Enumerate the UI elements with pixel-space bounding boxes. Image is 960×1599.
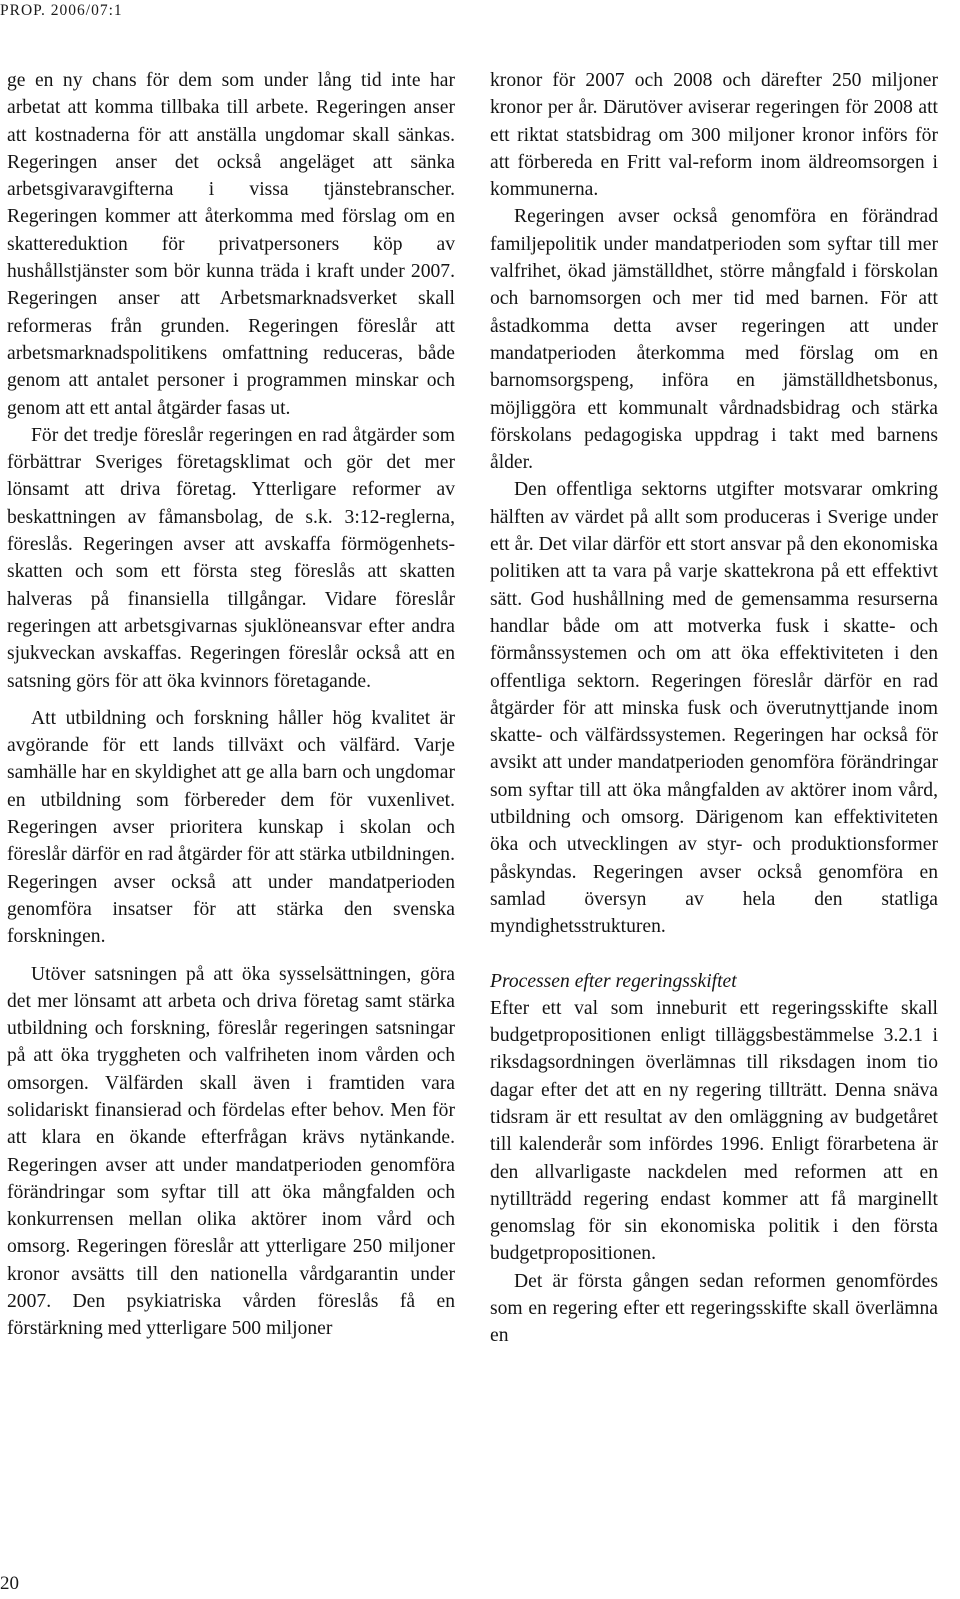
paragraph: Det är första gången sedan reformen genomfördes som en regering efter ett regeringsskifte skall överlämna en — [490, 1270, 938, 1347]
paragraph: Utöver satsningen på att öka sysselsättningen, göra det mer lönsamt att arbeta och driva företag samt stärka utbildning och forskning, föreslår regeringen satsningar på att öka tryggheten och valfriheten inom vården och omsorgen. Välfärden skall även i framtiden vara solidariskt finansierad och fördelas efter behov. Men för att klara en ökande efterfrågan krävs nytänkande. Regeringen avser att under mandatperioden genomföra förändringar som syftar till att öka mångfalden och konkurrensen mellan olika aktörer inom vård och omsorg. Regeringen föreslår att ytterligare 250 miljoner kronor avsätts till den nationella vårdgarantin under 2007. Den psykiatriska vården föreslås få en förstärkning med ytterligare 500 miljoner — [7, 963, 455, 1340]
page-number: 20 — [0, 1573, 19, 1594]
paragraph: Efter ett val som inneburit ett regeringsskifte skall budgetpropositionen enligt tilläggsbestämmelse 3.2.1 i riksdagsordningen överlämnas till riksdagen inom tio dagar efter det att en ny regering tillträtt. Denna snäva tidsram är ett resultat av den omläggning av budgetåret till kalenderår som infördes 1996. Enligt förarbetena är den allvarligaste nackdelen med reformen att en nytillträdd regering endast kommer att få marginellt genomslag för sin ekonomiska politik i den första budgetpropositionen. — [490, 997, 938, 1265]
paragraph: För det tredje föreslår regeringen en rad åtgärder som förbättrar Sveriges företagsklimat och gör det mer lönsamt att driva företag. Ytterligare reformer av beskattningen av fåmansbolag, de s.k. 3:12-reglerna, föreslås. Regeringen avser att avskaffa förmögenhetsskatten och som ett första steg föreslås att skatten halveras på finansiella tillgångar. Vidare föreslår regeringen att arbetsgivarnas sjuklöneansvar efter andra sjukveckan avskaffas. Regeringen föreslår också att en satsning görs för att öka kvinnors företagande. — [7, 424, 455, 692]
paragraph: ge en ny chans för dem som under lång tid inte har arbetat att komma tillbaka till arbete. Regeringen anser att kostnaderna för att anställa ungdomar skall sänkas. Regeringen anser det också angeläget att sänka arbetsgivaravgifterna i vissa tjänstebranscher. Regeringen kommer att återkomma med förslag om en skattereduktion för privatpersoners köp av hushållstjänster som bör kunna träda i kraft under 2007. Regeringen anser att Arbetsmarknadsverket skall reformeras från grunden. Regeringen föreslår att arbetsmarknadspolitikens omfattning reduceras, både genom att antalet personer i programmen minskar och genom att ett antal åtgärder fasas ut. — [7, 70, 455, 419]
section-heading: Processen efter regeringsskiftet — [490, 970, 737, 992]
paragraph: Regeringen avser också genomföra en förändrad familjepolitik under mandatperioden som syftar till mer valfrihet, ökad jämställdhet, större mångfald i förskolan och barnomsorgen och mer tid med barnen. För att åstadkomma detta avser regeringen att under mandatperioden återkomma med förslag om en barnomsorgspeng, införa en jämställdhetsbonus, möjliggöra ett kommunalt vårdnadsbidrag och stärka förskolans pedagogiska uppdrag i takt med barnens ålder. — [490, 206, 938, 474]
paragraph: Den offentliga sektorns utgifter motsvarar omkring hälften av värdet på allt som produceras i Sverige under ett år. Det vilar därför ett stort ansvar på den ekonomiska politiken att ta vara på varje skattekrona på ett effektivt sätt. God hushållning med de gemensamma resurserna handlar både om att motverka fusk i skatte- och förmånssystemen och om att öka effektiviteten i den offentliga sektorn. Regeringen föreslår därför en rad åtgärder för att minska fusk och överutnyttjande inom skatte- och välfärdssystemen. Regeringen har också för avsikt att under mandatperioden genomföra förändringar som syftar till att öka mångfalden av aktörer inom vård, utbildning och omsorg. Därigenom kan effektiviteten öka och utvecklingen av styr- och produktionsformer påskyndas. Regeringen avser också genomföra en samlad översyn av hela den statliga myndighetsstrukturen. — [490, 479, 938, 938]
left-column — [7, 67, 455, 1343]
paragraph: kronor för 2007 och 2008 och därefter 250 miljoner kronor per år. Därutöver aviserar regeringen för 2008 att ett riktat statsbidrag om 300 miljoner kronor införs för att förbereda en Fritt val-reform inom äldreomsorgen i kommunerna. — [490, 70, 938, 201]
running-header: PROP. 2006/07:1 — [0, 2, 123, 19]
right-column — [490, 67, 938, 1350]
paragraph: Att utbildning och forskning håller hög kvalitet är avgörande för ett lands tillväxt och välfärd. Varje samhälle har en skyldighet att ge alla barn och ungdomar en utbildning som förbereder dem för vuxenlivet. Regeringen avser prioritera kunskap i skolan och föreslår därför en rad åtgärder för att stärka utbildningen. Regeringen avser också att under mandatperioden genomföra insatser för att stärka den svenska forskningen. — [7, 707, 455, 948]
